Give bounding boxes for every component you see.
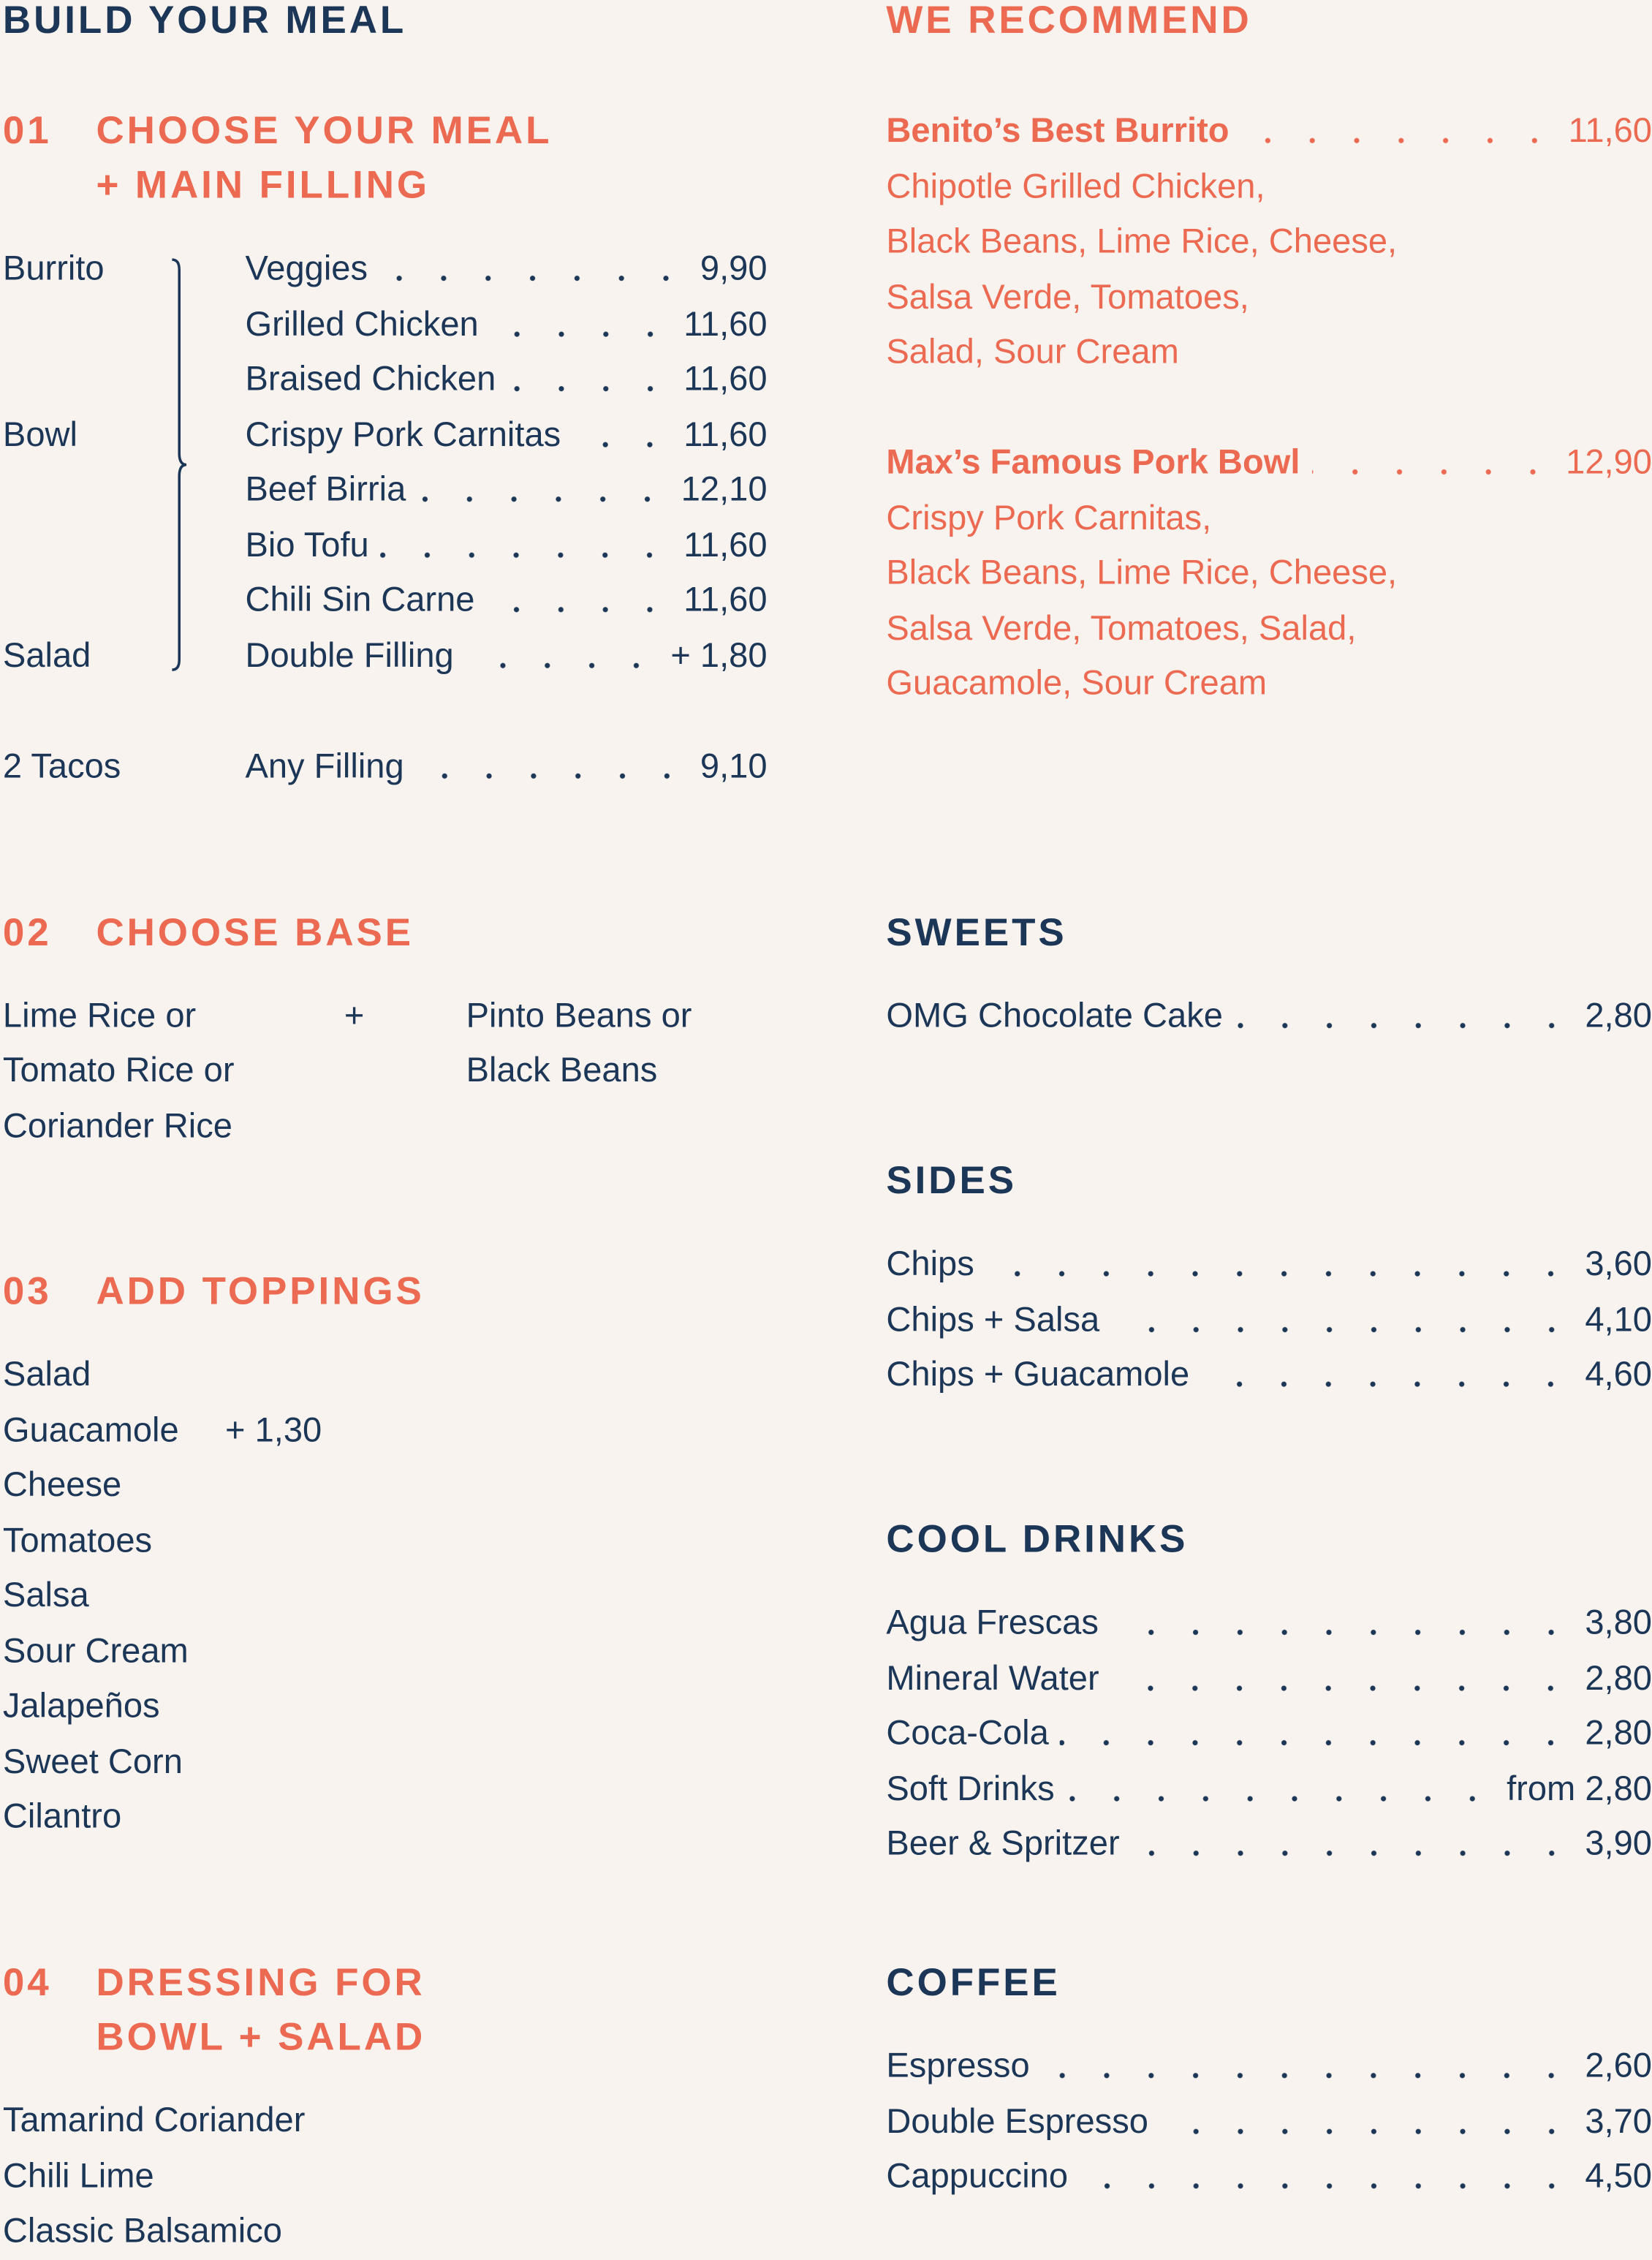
brace-bracket [169, 258, 189, 671]
topping-tomatoes: Tomatoes [2, 1521, 153, 1560]
item-price: 11,60 [1568, 112, 1652, 151]
item-name: Benito’s Best Burrito [886, 112, 1229, 151]
step-number-01: 01 [2, 109, 52, 152]
item-name: OMG Chocolate Cake [886, 997, 1223, 1036]
step-04-title-line2: BOWL + SALAD [96, 2015, 426, 2059]
item-price: 2,60 [1585, 2047, 1652, 2086]
dot-leader [486, 605, 672, 614]
menu-item-omg-chocolate-cake [886, 990, 1652, 1046]
menu-item-chips-guacamole [886, 1348, 1652, 1404]
dot-leader [985, 1270, 1573, 1279]
section-title-coffee: COFFEE [886, 1960, 1061, 2004]
item-name: Any Filling [245, 747, 404, 787]
dot-leader [380, 551, 672, 559]
item-price: 12,10 [681, 470, 768, 510]
item-name: Veggies [245, 249, 368, 289]
item-name: Chips + Guacamole [886, 1355, 1190, 1394]
dot-leader [417, 495, 670, 504]
step-01-title-line1: CHOOSE YOUR MEAL [96, 109, 553, 152]
base-plus: + [344, 997, 365, 1036]
topping-sweet-corn: Sweet Corn [2, 1742, 183, 1781]
item-name: Espresso [886, 2047, 1030, 2086]
menu-item-double-espresso [886, 2095, 1652, 2150]
item-price: 11,60 [683, 525, 768, 564]
section-title-cool-drinks: COOL DRINKS [886, 1517, 1189, 1561]
item-name: Beer & Spritzer [886, 1824, 1120, 1864]
dot-leader [1201, 1380, 1574, 1389]
menu-item-double-filling [245, 629, 767, 684]
dot-leader [1080, 2182, 1574, 2191]
step-number-02: 02 [2, 910, 52, 954]
item-name: Coca-Cola [886, 1714, 1049, 1753]
menu-item-agua-frescas [886, 1596, 1652, 1652]
recommendation-description-line: Salad, Sour Cream [886, 333, 1179, 372]
item-name: Bio Tofu [245, 525, 369, 564]
meal-type-salad: Salad [2, 637, 91, 676]
item-name: Beef Birria [245, 470, 406, 510]
menu-item-soft-drinks [886, 1762, 1652, 1818]
dressing-classic-balsamico: Classic Balsamico [2, 2212, 282, 2251]
dot-leader [1111, 1325, 1574, 1334]
menu-item-coca-cola [886, 1707, 1652, 1763]
item-price: from 2,80 [1507, 1769, 1652, 1808]
step-number-04: 04 [2, 1960, 52, 2004]
dot-leader [415, 772, 689, 781]
recommendation-description-line: Black Beans, Lime Rice, Cheese, [886, 553, 1398, 593]
base-rice-3: Coriander Rice [2, 1107, 232, 1146]
recommendation-description-line: Chipotle Grilled Chicken, [886, 167, 1265, 206]
build-your-meal-title: BUILD YOUR MEAL [2, 0, 407, 42]
item-name: Chips + Salsa [886, 1300, 1100, 1339]
item-price: 11,60 [683, 415, 768, 454]
recommendation-description-line: Salsa Verde, Tomatoes, Salad, [886, 608, 1357, 648]
recommendation-description-line: Guacamole, Sour Cream [886, 664, 1268, 703]
tacos-label: 2 Tacos [2, 747, 121, 787]
menu-item-chili-sin-carne [245, 574, 767, 630]
menu-item-mineral-water [886, 1652, 1652, 1707]
menu-item-beef-birria [245, 464, 767, 519]
dot-leader [1160, 2127, 1574, 2136]
item-name: Max’s Famous Pork Bowl [886, 443, 1300, 483]
item-name: Mineral Water [886, 1658, 1099, 1698]
item-price: 4,60 [1585, 1355, 1652, 1394]
item-price: 9,10 [700, 747, 768, 787]
item-name: Chips [886, 1244, 974, 1284]
step-01-title-line2: + MAIN FILLING [96, 163, 431, 207]
section-title-sweets: SWEETS [886, 910, 1067, 954]
topping-sour-cream: Sour Cream [2, 1631, 189, 1671]
base-rice-1: Lime Rice or [2, 997, 197, 1036]
item-price: 2,80 [1585, 1714, 1652, 1753]
dressing-tamarind-coriander: Tamarind Coriander [2, 2101, 306, 2141]
guacamole-extra-price: + 1,30 [225, 1411, 322, 1451]
item-price: 9,90 [700, 249, 768, 289]
menu-item-benito-s-best-burrito [886, 105, 1652, 160]
section-title-sides: SIDES [886, 1159, 1017, 1202]
meal-type-burrito: Burrito [2, 249, 105, 289]
base-beans-1: Pinto Beans or [466, 997, 692, 1036]
item-name: Double Filling [245, 636, 454, 676]
dot-leader [465, 661, 659, 670]
item-price: 3,90 [1585, 1824, 1652, 1864]
dot-leader [1235, 1021, 1574, 1030]
dot-leader [1311, 468, 1554, 477]
menu-item-max-s-famous-pork-bowl [886, 436, 1652, 491]
dot-leader [1110, 1628, 1574, 1637]
we-recommend-title: WE RECOMMEND [886, 0, 1252, 42]
step-number-03: 03 [2, 1269, 52, 1313]
topping-cilantro: Cilantro [2, 1797, 122, 1837]
dot-leader [490, 330, 672, 339]
item-price: 2,80 [1585, 1658, 1652, 1698]
item-name: Chili Sin Carne [245, 581, 475, 620]
dot-leader [572, 440, 672, 449]
menu-item-cappuccino [886, 2150, 1652, 2206]
item-name: Double Espresso [886, 2102, 1148, 2141]
item-price: 3,60 [1585, 1244, 1652, 1284]
base-rice-2: Tomato Rice or [2, 1051, 235, 1090]
item-name: Crispy Pork Carnitas [245, 415, 561, 454]
dot-leader [1066, 1794, 1495, 1803]
menu-item-bio-tofu [245, 518, 767, 574]
item-price: 3,80 [1585, 1603, 1652, 1643]
recommendation-description-line: Salsa Verde, Tomatoes, [886, 277, 1249, 317]
dot-leader [1041, 2071, 1573, 2080]
menu-item-chips [886, 1238, 1652, 1293]
base-beans-2: Black Beans [466, 1051, 658, 1090]
item-name: Cappuccino [886, 2157, 1069, 2196]
recommendation-description-line: Crispy Pork Carnitas, [886, 498, 1212, 537]
topping-guacamole: Guacamole [2, 1410, 179, 1450]
step-03-title: ADD TOPPINGS [96, 1269, 425, 1313]
dot-leader [1240, 137, 1557, 145]
menu-item-chips-salsa [886, 1293, 1652, 1349]
menu-item-grilled-chicken [245, 298, 767, 353]
topping-cheese: Cheese [2, 1465, 122, 1505]
step-04-title-line1: DRESSING FOR [96, 1960, 425, 2004]
menu-item-braised-chicken [245, 353, 767, 409]
item-name: Braised Chicken [245, 360, 496, 399]
item-price: + 1,80 [670, 636, 768, 676]
item-price: 11,60 [683, 581, 768, 620]
step-02-title: CHOOSE BASE [96, 910, 414, 954]
dot-leader [1110, 1684, 1573, 1693]
dot-leader [1061, 1739, 1574, 1747]
menu-item-veggies [245, 243, 767, 298]
menu-item-beer-spritzer [886, 1818, 1652, 1873]
item-price: 11,60 [683, 304, 768, 344]
item-price: 11,60 [683, 360, 768, 399]
dot-leader [507, 385, 672, 393]
dot-leader [379, 274, 689, 283]
item-name: Soft Drinks [886, 1769, 1055, 1808]
topping-salsa: Salsa [2, 1576, 89, 1615]
item-name: Agua Frescas [886, 1603, 1099, 1643]
menu-item-crispy-pork-carnitas [245, 408, 767, 464]
meal-type-bowl: Bowl [2, 415, 77, 455]
item-price: 12,90 [1566, 443, 1652, 483]
item-name: Grilled Chicken [245, 304, 479, 344]
dot-leader [1131, 1849, 1573, 1858]
item-price: 3,70 [1585, 2102, 1652, 2141]
item-price: 2,80 [1585, 997, 1652, 1036]
topping-jalape-os: Jalapeños [2, 1687, 160, 1726]
menu-item-any-filling [245, 740, 767, 795]
dressing-chili-lime: Chili Lime [2, 2156, 154, 2196]
topping-salad: Salad [2, 1355, 91, 1394]
menu-item-espresso [886, 2040, 1652, 2095]
recommendation-description-line: Black Beans, Lime Rice, Cheese, [886, 222, 1398, 262]
item-price: 4,10 [1585, 1300, 1652, 1339]
item-price: 4,50 [1585, 2157, 1652, 2196]
